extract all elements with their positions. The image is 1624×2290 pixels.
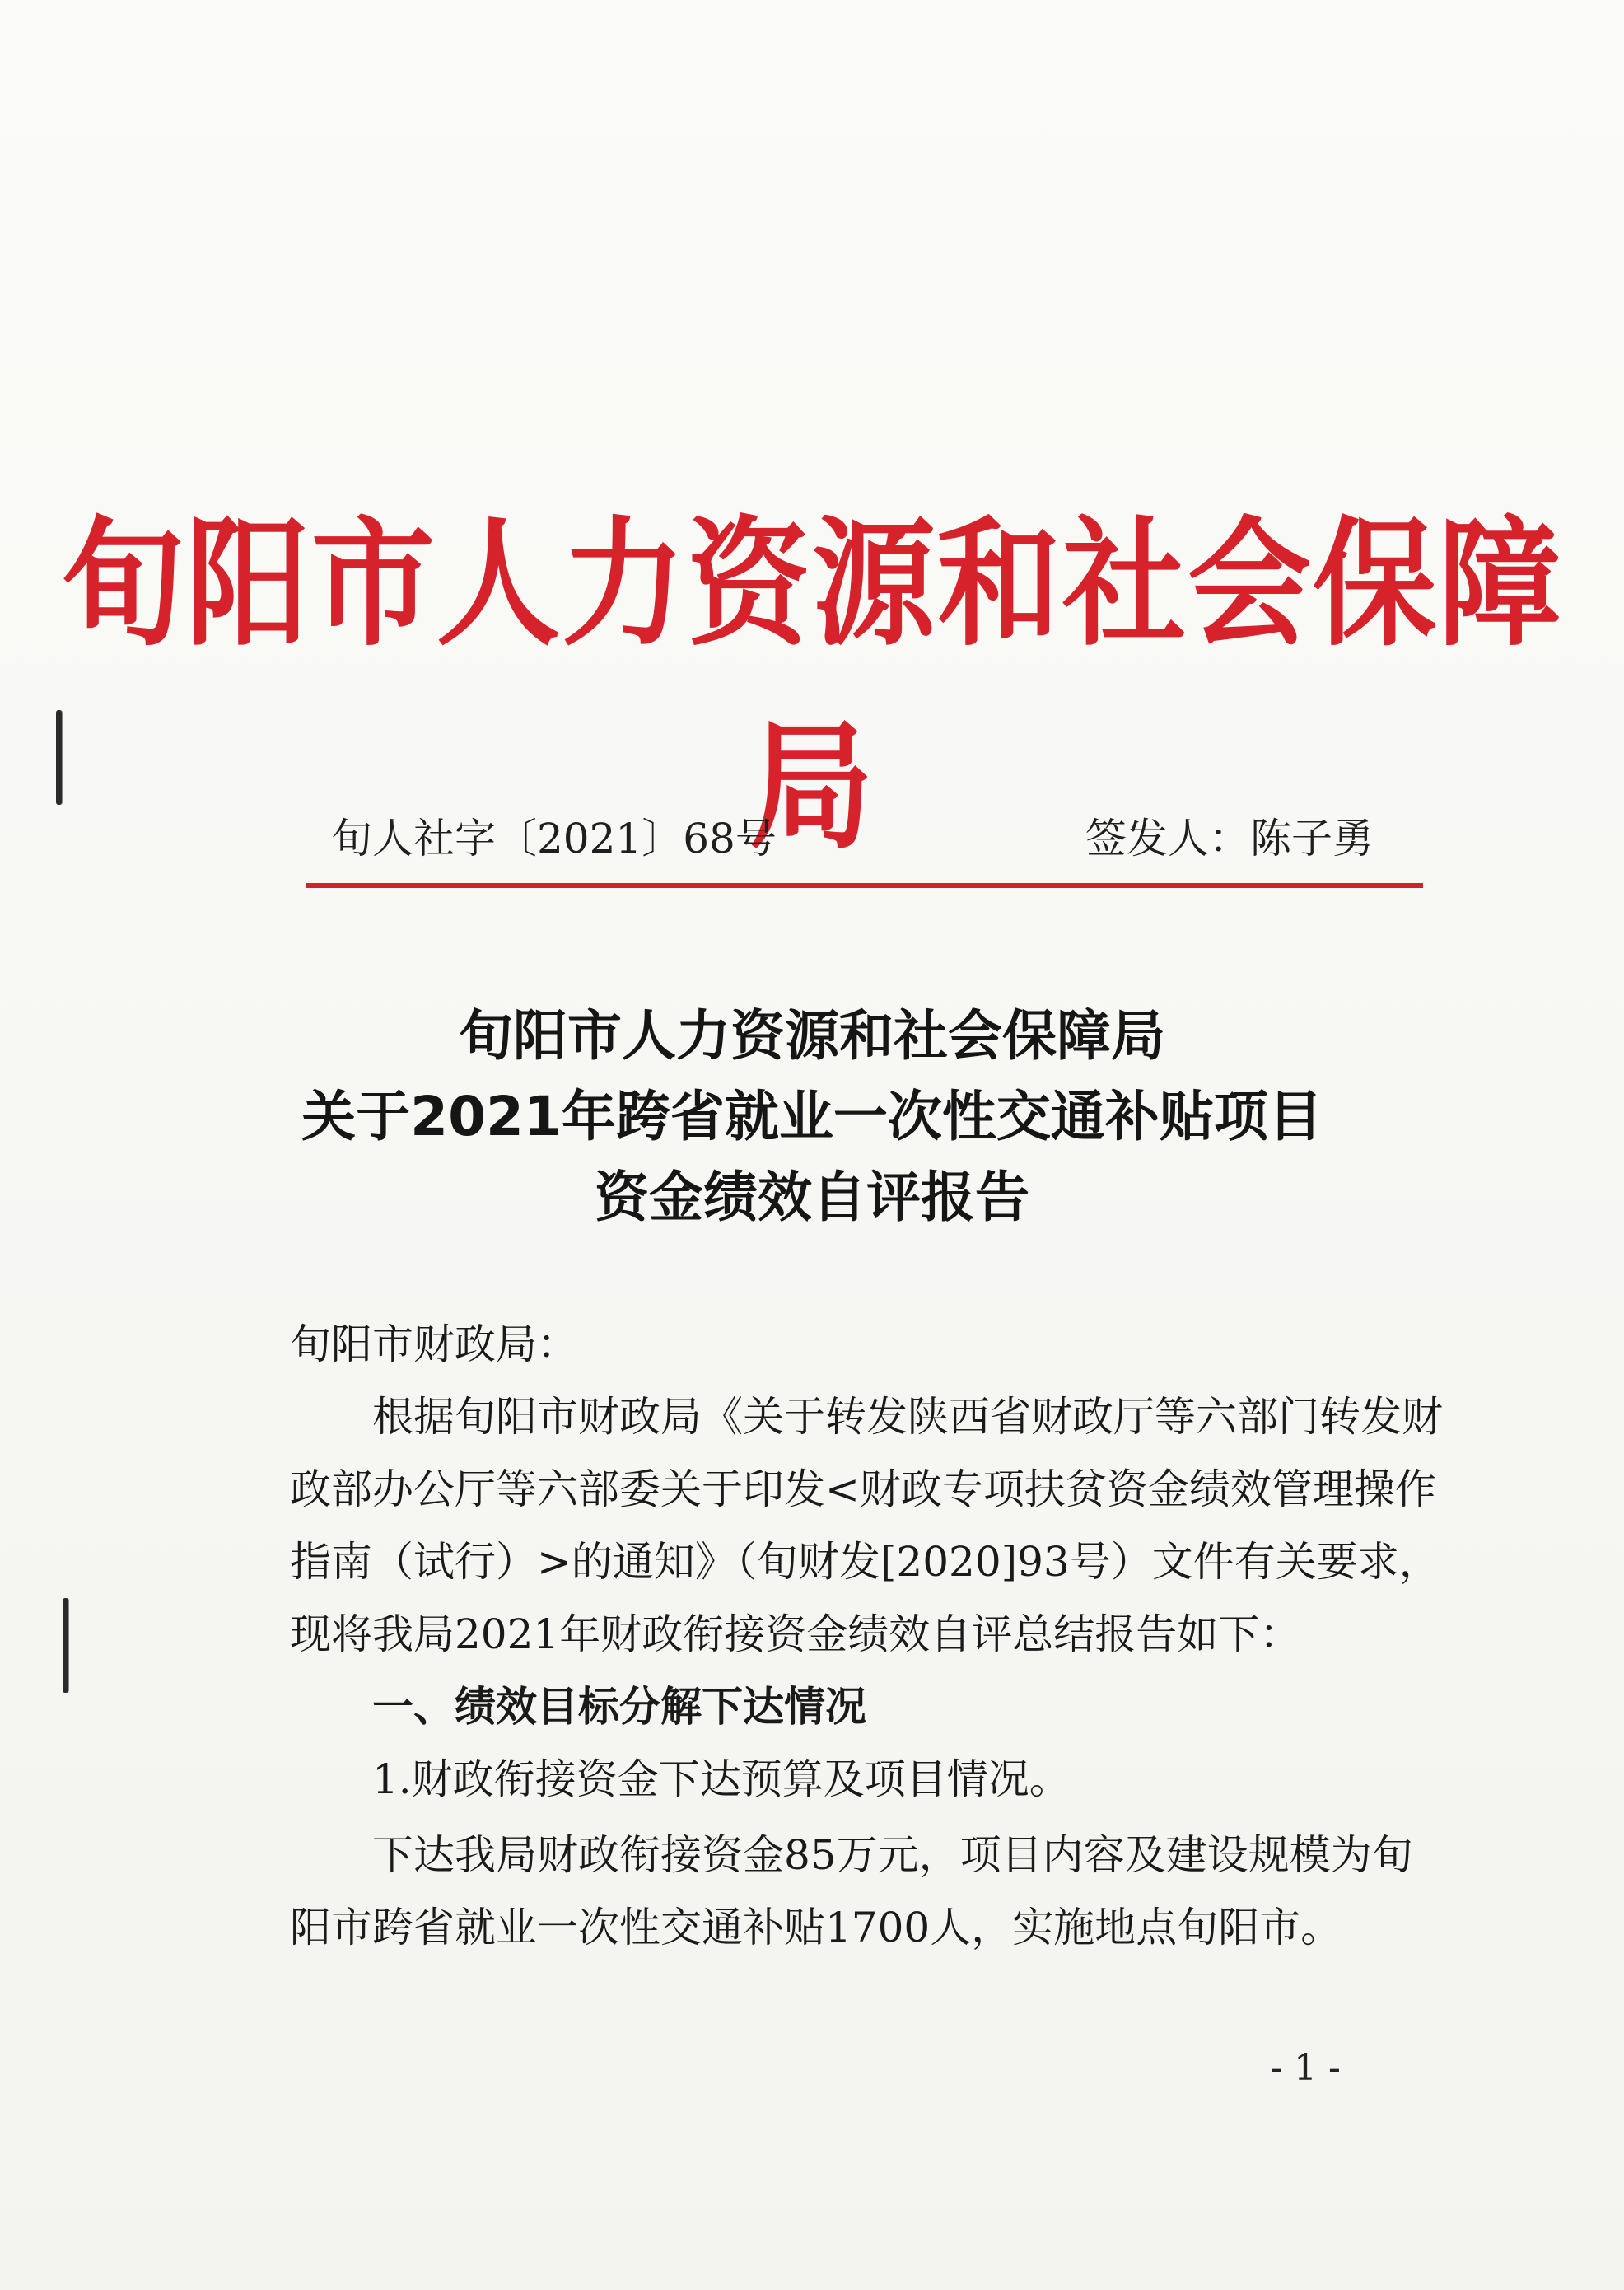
red-separator-rule <box>306 883 1423 888</box>
title-line-2: 关于2021年跨省就业一次性交通补贴项目 <box>301 1085 1323 1148</box>
body-line-7: 下达我局财政衔接资金85万元，项目内容及建设规模为旬 <box>372 1831 1413 1879</box>
section-heading-1: 一、绩效目标分解下达情况 <box>372 1683 866 1731</box>
document-number: 旬人社字〔2021〕68号 <box>331 815 777 862</box>
page-number: - 1 - <box>1270 2047 1341 2089</box>
body-line-2: 政部办公厅等六部委关于印发<财政专项扶贫资金绩效管理操作 <box>290 1465 1436 1513</box>
signer <box>1085 806 1374 872</box>
sub-item-1: 1.财政衔接资金下达预算及项目情况。 <box>372 1755 1071 1803</box>
signer-label: 签发人： <box>1085 815 1250 862</box>
body-line-3: 指南（试行）>的通知》（旬财发[2020]93号）文件有关要求， <box>290 1538 1440 1586</box>
signer-name: 陈子勇 <box>1250 815 1374 862</box>
title-line-3: 资金绩效自评报告 <box>595 1166 1029 1229</box>
binding-staple-bottom <box>63 1598 68 1693</box>
binding-staple-top <box>56 710 62 805</box>
salutation: 旬阳市财政局： <box>290 1320 578 1368</box>
red-header-org-name: 旬阳市人力资源和社会保障局 <box>60 504 1563 868</box>
body-line-4: 现将我局2021年财政衔接资金绩效自评总结报告如下： <box>290 1610 1301 1658</box>
body-line-1: 根据旬阳市财政局《关于转发陕西省财政厅等六部门转发财 <box>372 1393 1443 1441</box>
title-line-1: 旬阳市人力资源和社会保障局 <box>459 1004 1165 1068</box>
body-line-8: 阳市跨省就业一次性交通补贴1700人，实施地点旬阳市。 <box>290 1904 1342 1951</box>
